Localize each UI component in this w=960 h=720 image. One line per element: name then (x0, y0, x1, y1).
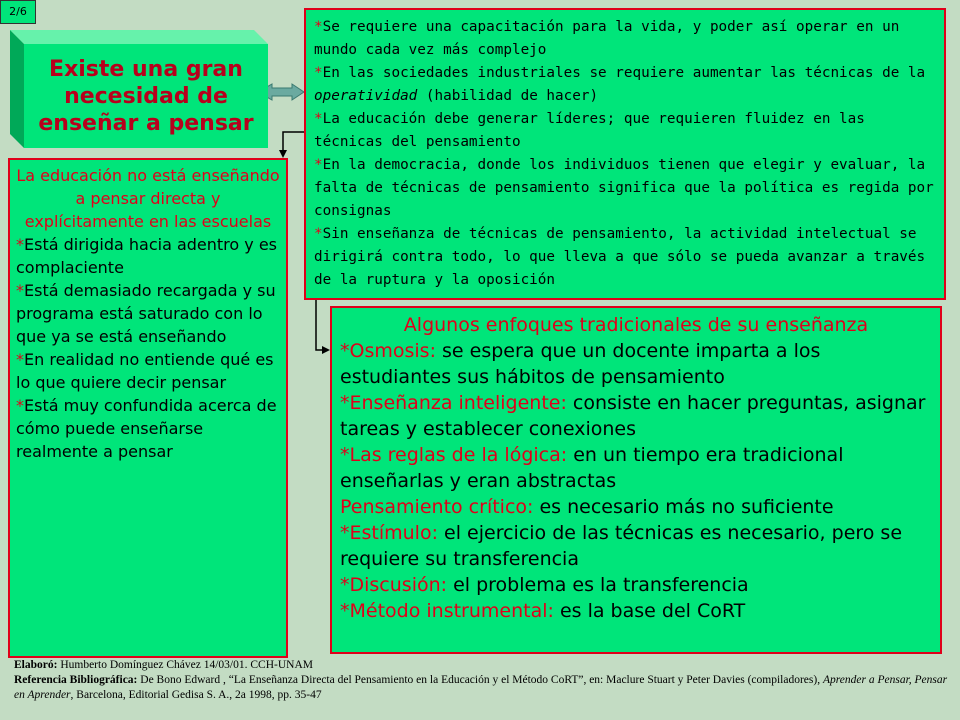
author-credit: Elaboró: Humberto Domínguez Chávez 14/03/01. CCH-UNAM (14, 659, 313, 671)
arrow-top-box-to-left-box (283, 132, 304, 156)
footer-credits (14, 658, 954, 703)
list-item: *Está demasiado recargada y su programa está saturado con lo que ya se está enseñando (16, 281, 276, 346)
traditional-approaches-box (330, 306, 942, 654)
list-item: *En realidad no entiende qué es lo que quiere decir pensar (16, 350, 274, 392)
page-title: Existe una gran necesidad de enseñar a pensar (24, 44, 268, 148)
box-heading: La educación no está enseñando a pensar directa y explícitamente en las escuelas (16, 166, 280, 231)
list-item: *Enseñanza inteligente: consiste en hacer preguntas, asignar tareas y establecer conexiones (340, 392, 926, 440)
requirements-box (304, 8, 946, 300)
title-box (10, 30, 268, 148)
list-item: Pensamiento crítico: es necesario más no suficiente (340, 496, 834, 518)
list-item: *Se requiere una capacitación para la vida, y poder así operar en un mundo cada vez más complejo (314, 19, 900, 58)
list-item: *La educación debe generar líderes; que requieren fluidez en las técnicas del pensamiento (314, 111, 865, 150)
list-item: *Está dirigida hacia adentro y es complaciente (16, 235, 278, 277)
list-item: *Método instrumental: es la base del CoRT (340, 600, 746, 622)
list-item: *Las reglas de la lógica: en un tiempo era tradicional enseñarlas y eran abstractas (340, 444, 844, 492)
list-item: *En la democracia, donde los individuos tienen que elegir y evaluar, la falta de técnicas de pensamiento significa que la política es regida por consignas (314, 157, 934, 219)
box-heading: Algunos enfoques tradicionales de su enseñanza (403, 314, 869, 336)
list-item: *Está muy confundida acerca de cómo puede enseñarse realmente a pensar (16, 396, 277, 461)
page-number-badge: 2/6 (0, 0, 36, 24)
list-item: *En las sociedades industriales se requiere aumentar las técnicas de la operatividad (habilidad de hacer) (314, 65, 926, 104)
list-item: *Discusión: el problema es la transferencia (340, 574, 749, 596)
list-item: *Sin enseñanza de técnicas de pensamiento, la actividad intelectual se dirigirá contra todo, lo que lleva a que sólo se pueda avanzar a través de la ruptura y la oposición (314, 226, 926, 288)
title-box-side-face (10, 30, 24, 148)
education-critique-box (8, 158, 288, 658)
title-box-top-face (10, 30, 268, 44)
list-item: *Estímulo: el ejercicio de las técnicas es necesario, pero se requiere su transferencia (340, 522, 903, 570)
arrow-top-box-to-right-box (316, 300, 328, 350)
list-item: *Osmosis: se espera que un docente imparta a los estudiantes sus hábitos de pensamiento (340, 340, 821, 388)
bibliographic-reference: Referencia Bibliográfica: De Bono Edward , “La Enseñanza Directa del Pensamiento en la Educación y el Método CoRT”, en: Maclure Stuart y Peter Davies (compiladores), Aprender a Pensar, Pensar en Aprender, Barcelona, Editorial Gedisa S. A., 2a 1998, pp. 35-47 (14, 674, 948, 701)
